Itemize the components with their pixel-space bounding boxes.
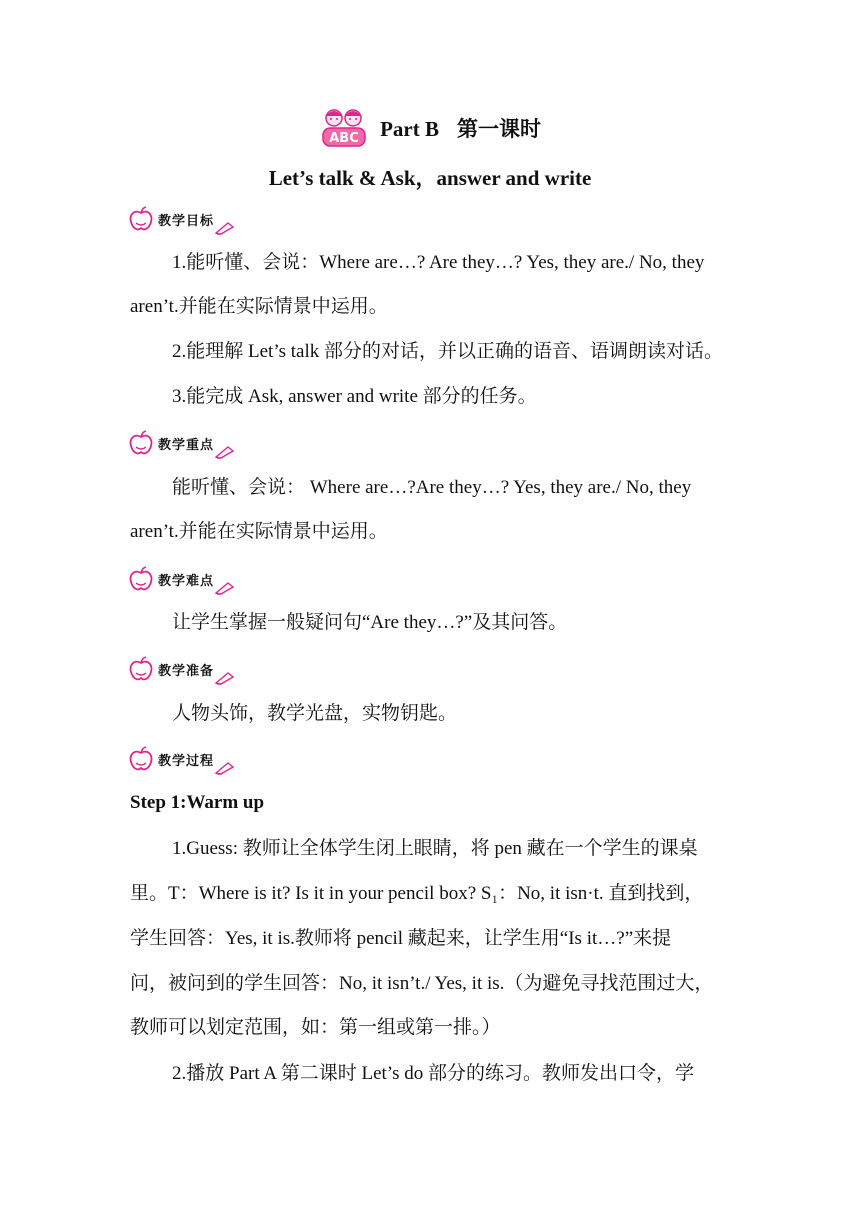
part-label: Part B bbox=[380, 117, 439, 141]
pencil-icon bbox=[214, 445, 236, 459]
section-heading-text: 教学准备 bbox=[158, 663, 215, 679]
process-line-1: 1.Guess: 教师让全体学生闭上眼睛，将 pen 藏在一个学生的课桌 bbox=[172, 838, 698, 859]
section-heading-text: 教学目标 bbox=[158, 213, 215, 229]
section-heading-text: 教学过程 bbox=[158, 753, 215, 769]
objective-line-3: 2.能理解 Let’s talk 部分的对话，并以正确的语音、语调朗读对话。 bbox=[172, 341, 723, 362]
page-title bbox=[380, 113, 541, 143]
objective-line-1: 1.能听懂、会说：Where are…? Are they…? Yes, they are./ No, they bbox=[172, 252, 705, 273]
lesson-label: 第一课时 bbox=[457, 117, 541, 141]
svg-text:ABC: ABC bbox=[329, 131, 359, 146]
step-heading: Step 1:Warm up bbox=[130, 792, 265, 813]
process-line-6: 2.播放 Part A 第二课时 Let’s do 部分的练习。教师发出口令，学 bbox=[172, 1063, 694, 1084]
key-point-line-1: 能听懂、会说： Where are…?Are they…? Yes, they are./ No, they bbox=[172, 477, 692, 498]
apple-icon bbox=[128, 566, 154, 592]
pencil-icon bbox=[214, 221, 236, 235]
process-line-2: 里。T：Where is it? Is it in your pencil box? S₁：No, it isn·t. 直到找到， bbox=[130, 883, 704, 904]
apple-icon bbox=[128, 430, 154, 456]
section-heading-process bbox=[128, 743, 236, 775]
objective-line-2: aren’t.并能在实际情景中运用。 bbox=[130, 296, 388, 317]
section-heading-difficulties bbox=[128, 563, 236, 595]
objective-line-4: 3.能完成 Ask, answer and write 部分的任务。 bbox=[172, 386, 537, 407]
title-row bbox=[0, 108, 860, 148]
process-line-5: 教师可以划定范围，如：第一组或第一排。） bbox=[130, 1017, 501, 1038]
page-subtitle: Let’s talk & Ask，answer and write bbox=[268, 166, 592, 190]
abc-kids-logo-icon bbox=[319, 108, 369, 148]
section-heading-text: 教学难点 bbox=[158, 573, 215, 589]
key-point-line-2: aren’t.并能在实际情景中运用。 bbox=[130, 521, 388, 542]
process-line-4: 问，被问到的学生回答：No, it isn’t./ Yes, it is.（为避免寻找范围过大， bbox=[130, 973, 714, 994]
apple-icon bbox=[128, 206, 154, 232]
preparation-line-1: 人物头饰，教学光盘，实物钥匙。 bbox=[172, 703, 458, 724]
apple-icon bbox=[128, 746, 154, 772]
apple-icon bbox=[128, 656, 154, 682]
pencil-icon bbox=[214, 581, 236, 595]
section-heading-key-points bbox=[128, 427, 236, 459]
section-heading-text: 教学重点 bbox=[158, 437, 215, 453]
difficulty-line-1: 让学生掌握一般疑问句“Are they…?”及其问答。 bbox=[172, 612, 568, 633]
process-line-3: 学生回答：Yes, it is.教师将 pencil 藏起来，让学生用“Is it…?”来提 bbox=[130, 928, 672, 949]
pencil-icon bbox=[214, 761, 236, 775]
pencil-icon bbox=[214, 671, 236, 685]
section-heading-objectives bbox=[128, 203, 236, 235]
section-heading-preparation bbox=[128, 653, 236, 685]
